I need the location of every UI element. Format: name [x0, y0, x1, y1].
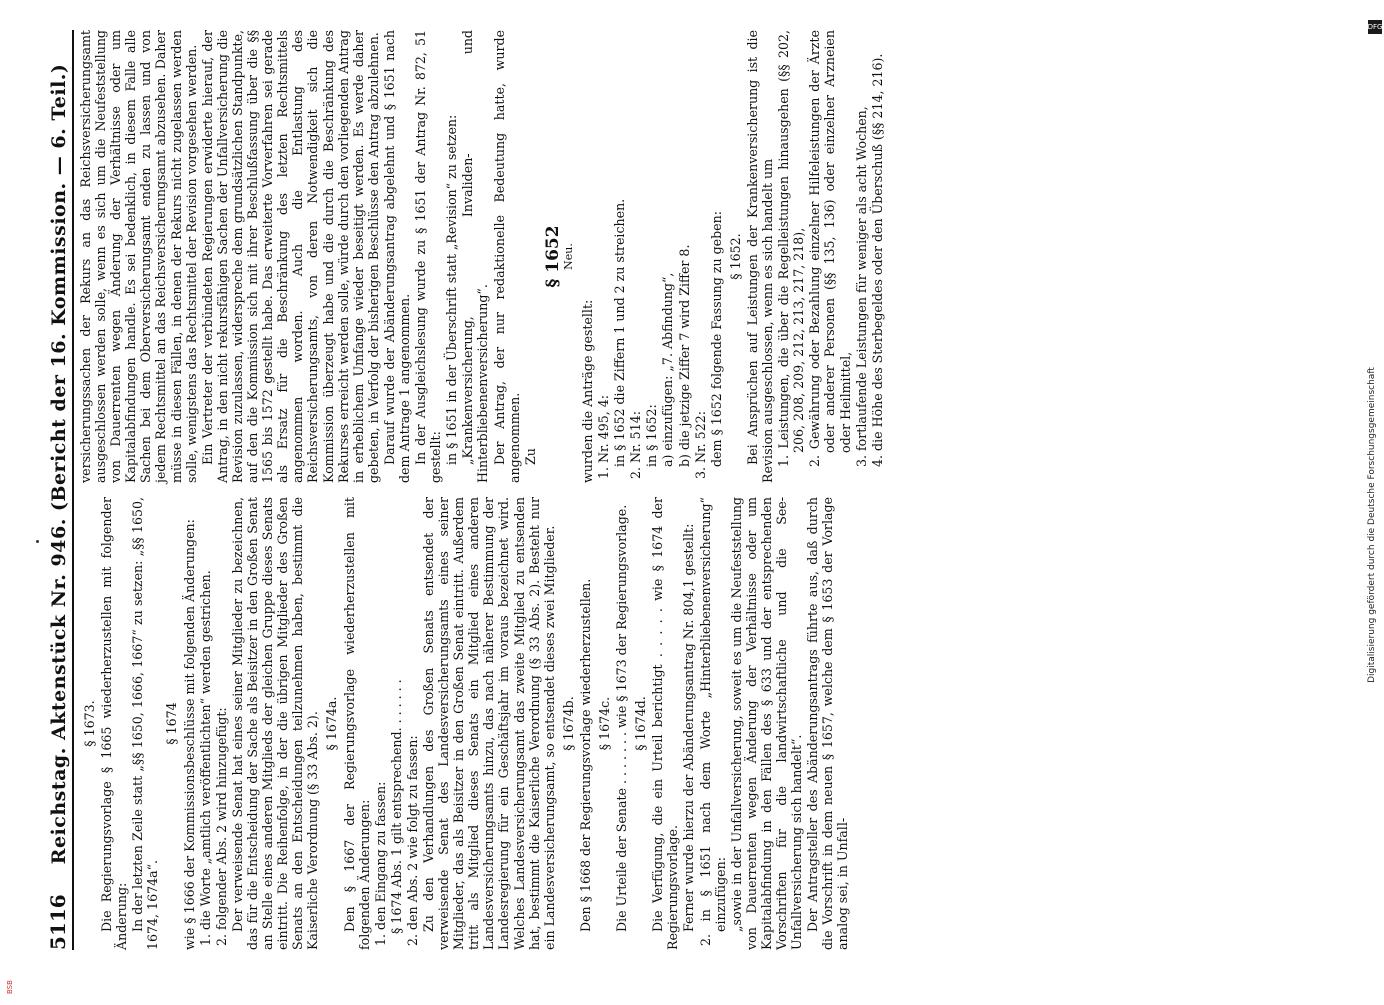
paragraph: Die Verfügung, die ein Urteil berichtigt . . . . . wie § 1674 der Regierungsvorlage.	[650, 497, 681, 950]
list-item: 2. in § 1651 nach dem Worte „Hinterbliebenenversicherung“ einzufügen:	[697, 497, 728, 946]
paragraph: Bei Ansprüchen auf Leistungen der Krankenversicherung ist die Revision ausgeschlossen, wenn es sich handelt um	[744, 30, 776, 483]
list-item: a) einzufügen: „7. Abfindung“,	[660, 272, 676, 467]
section-heading: § 1674b.	[560, 696, 576, 751]
bsb-label: BSB	[6, 980, 14, 994]
paragraph: Ein Vertreter der verbündeten Regierungen erwiderte hierauf, der Antrag, in den nicht rekursfähigen Sachen der Unfallversicherung die Revision zuzulassen, widerspreche dem grundsätzlichen Standpunkte, auf den die Kommission sich mit ihrer Beschlußfassung über die §§ 1565 bis 1572 gestellt habe. Das erweiterte Vorverfahren sei gerade als Ersatz für die Beschränkung des letzten Rechtsmittels angenommen worden. Auch die Entlastung des Reichsversicherungsamts, von deren Notwendigkeit sich die Kommission überzeugt habe und die durch die Beschränkung des Rekurses erreicht werden solle, würde durch den vorliegenden Antrag in erheblichem Umfange wieder beseitigt werden. Es werde daher gebeten, in Verfolg der bisherigen Beschlüsse den Antrag abzulehnen.	[199, 30, 381, 483]
paragraph: Der verweisende Senat hat eines seiner Mitglieder zu bezeichnen, das für die Entscheidung der Sache als Beisitzer in den Großen Senat an Stelle eines anderen Mitglieds der gleichen Gruppe dieses Senats eintritt. Die Reihenfolge, in der die übrigen Mitglieder des Großen Senats an den Entscheidungen teilzunehmen haben, bestimmt die Kaiserliche Verordnung (§ 33 Abs. 2).	[229, 497, 321, 950]
document-page	[40, 20, 1330, 960]
paragraph: In der letzten Zeile statt „§§ 1650, 1666, 1667“ zu setzen: „§§ 1650, 1674, 1674a“.	[130, 497, 161, 950]
paragraph: Die Regierungsvorlage § 1665 wiederherzustellen mit folgender Änderung:	[99, 497, 130, 950]
list-item: 2. den Abs. 2 wie folgt zu fassen:	[404, 735, 420, 946]
paragraph: In der Ausgleichslesung wurde zu § 1651 der Antrag Nr. 872, 51 gestellt:	[413, 30, 444, 483]
list-item: 2. Gewährung oder Bezahlung einzelner Hilfeleistungen der Ärzte oder anderer Personen (§§ 135, 136) oder einzelner Arzneien oder Heilmittel,	[807, 30, 853, 467]
text-column-right	[78, 30, 886, 483]
paragraph: wurden die Anträge gestellt:	[580, 299, 595, 483]
paragraph: in § 1651 in der Überschrift statt „Revision“ zu setzen:	[444, 114, 460, 465]
section-heading: § 1674a.	[324, 696, 340, 751]
page-title: Reichstag. Aktenstück Nr. 946. (Bericht der 16. Kommission. — 6. Teil.)	[48, 63, 70, 865]
speck	[36, 540, 39, 543]
section-subheading: Neu.	[561, 243, 575, 270]
paragraph: Der Antragsteller des Abänderungsantrags führte aus, daß durch die Vorschrift in dem neuen § 1657, welche dem § 1653 der Vorlage analog sei, in Unfall-	[805, 497, 851, 950]
list-item: dem § 1652 folgende Fassung zu geben:	[708, 211, 724, 467]
paragraph: „sowie in der Unfallversicherung, soweit es um die Neufeststellung von Dauerrenten wegen Änderung der Verhältnisse oder um Kapitalabfindung in den Fällen des § 633 und der entsprechenden Vorschriften für die landwirtschaftliche und die See-Unfallversicherung sich handelt“.	[728, 497, 805, 950]
paragraph: „Krankenversicherung, Invaliden- und Hinterbliebenenversicherung“.	[460, 30, 491, 483]
section-heading: § 1673.	[82, 700, 97, 747]
section-heading: § 1674c.	[597, 696, 612, 751]
paragraph: Den § 1668 der Regierungsvorlage wiederherzustellen.	[577, 578, 593, 932]
paragraph: Darauf wurde der Abänderungsantrag abgelehnt und § 1651 nach dem Antrage 1 angenommen.	[381, 30, 412, 483]
list-item: 3. Nr. 522:	[692, 411, 708, 479]
section-heading: § 1652.	[727, 233, 743, 280]
paragraph: Den § 1667 der Regierungsvorlage wiederherzustellen mit folgenden Änderungen:	[341, 497, 372, 950]
paragraph: Die Urteile der Senate . . . . . . . wie § 1673 der Regierungsvorlage.	[614, 504, 630, 932]
list-item: in § 1652 die Ziffern 1 und 2 zu streichen.	[612, 198, 628, 467]
paragraph: versicherungssachen der Rekurs an das Reichsversicherungsamt ausgeschlossen werden solle, wenn es sich um die Neufeststellung von Dauerrenten wegen Änderung der Verhältnisse oder um Kapitalabfindungen handle. Es sei bedenklich, in diesem Falle alle Sachen bei dem Oberversicherungsamt enden zu lassen und von jedem Rechtsmittel an das Reichsversicherungsamt abzusehen. Daher müsse in diesen Fällen, in denen der Rekurs nicht zugelassen werden solle, wenigstens das Rechtsmittel der Revision vorgesehen werden.	[78, 30, 199, 483]
digitization-credit: Digitalisierung gefördert durch die Deutsche Forschungsgemeinschaft	[1367, 367, 1377, 683]
list-item: 2. folgender Abs. 2 wird hinzugefügt:	[213, 707, 229, 946]
list-item: 4. die Höhe des Sterbegeldes oder den Überschuß (§§ 214, 216).	[869, 53, 885, 467]
list-item: 1. Leistungen, die über die Regelleistungen hinausgehen (§§ 202, 206, 208, 209, 212, 213, 217, 218),	[776, 30, 807, 467]
paragraph: Der Antrag, der nur redaktionelle Bedeutung hatte, wurde angenommen.	[491, 30, 522, 483]
text-column-left	[78, 497, 886, 950]
list-item: in § 1652:	[644, 404, 660, 467]
paragraph: Zu den Verhandlungen des Großen Senats entsendet der verweisende Senat des Landesversicherungsamts eines seiner Mitglieder, das als Beisitzer in den Großen Senat eintritt. Außerdem tritt als Mitglied dieses Senats ein Mitglied eines anderen Landesversicherungsamts hinzu, das nach näherer Bestimmung der Landesregierung für ein Geschäftsjahr im voraus bezeichnet wird. Welches Landesversicherungsamt das zweite Mitglied zu entsenden hat, bestimmt die Kaiserliche Verordnung (§ 33 Abs. 2). Besteht nur ein Landesversicherungsamt, so entsendet dieses zwei Mitglieder.	[420, 497, 557, 950]
section-heading: § 1652	[542, 225, 563, 288]
paragraph: Ferner wurde hierzu der Abänderungsantrag Nr. 804,1 gestellt:	[681, 523, 697, 932]
section-heading: § 1674d.	[633, 696, 649, 751]
list-item: 2. Nr. 514:	[628, 411, 644, 479]
paragraph: wie § 1666 der Kommissionsbeschlüsse mit folgenden Änderungen:	[181, 519, 197, 950]
page-header	[46, 30, 74, 950]
list-item: 3. fortlaufende Leistungen für weniger als acht Wochen,	[853, 106, 869, 467]
bsb-mark	[4, 974, 16, 996]
credit-strip	[1368, 10, 1382, 990]
list-item: § 1674 Abs. 1 gilt entsprechend. . . . . . .	[388, 679, 404, 934]
list-item: b) die jetzige Ziffer 7 wird Ziffer 8.	[676, 244, 692, 467]
dfg-logo: DFG	[1368, 20, 1382, 34]
paragraph: Zu	[522, 448, 538, 465]
list-item: 1. Nr. 495, 4:	[596, 395, 612, 479]
section-heading: § 1674	[164, 702, 180, 745]
page-number: 5116	[46, 894, 70, 950]
list-item: 1. die Worte „amtlich veröffentlichten“ werden gestrichen.	[197, 570, 213, 946]
list-item: 1. den Eingang zu fassen:	[372, 781, 388, 946]
